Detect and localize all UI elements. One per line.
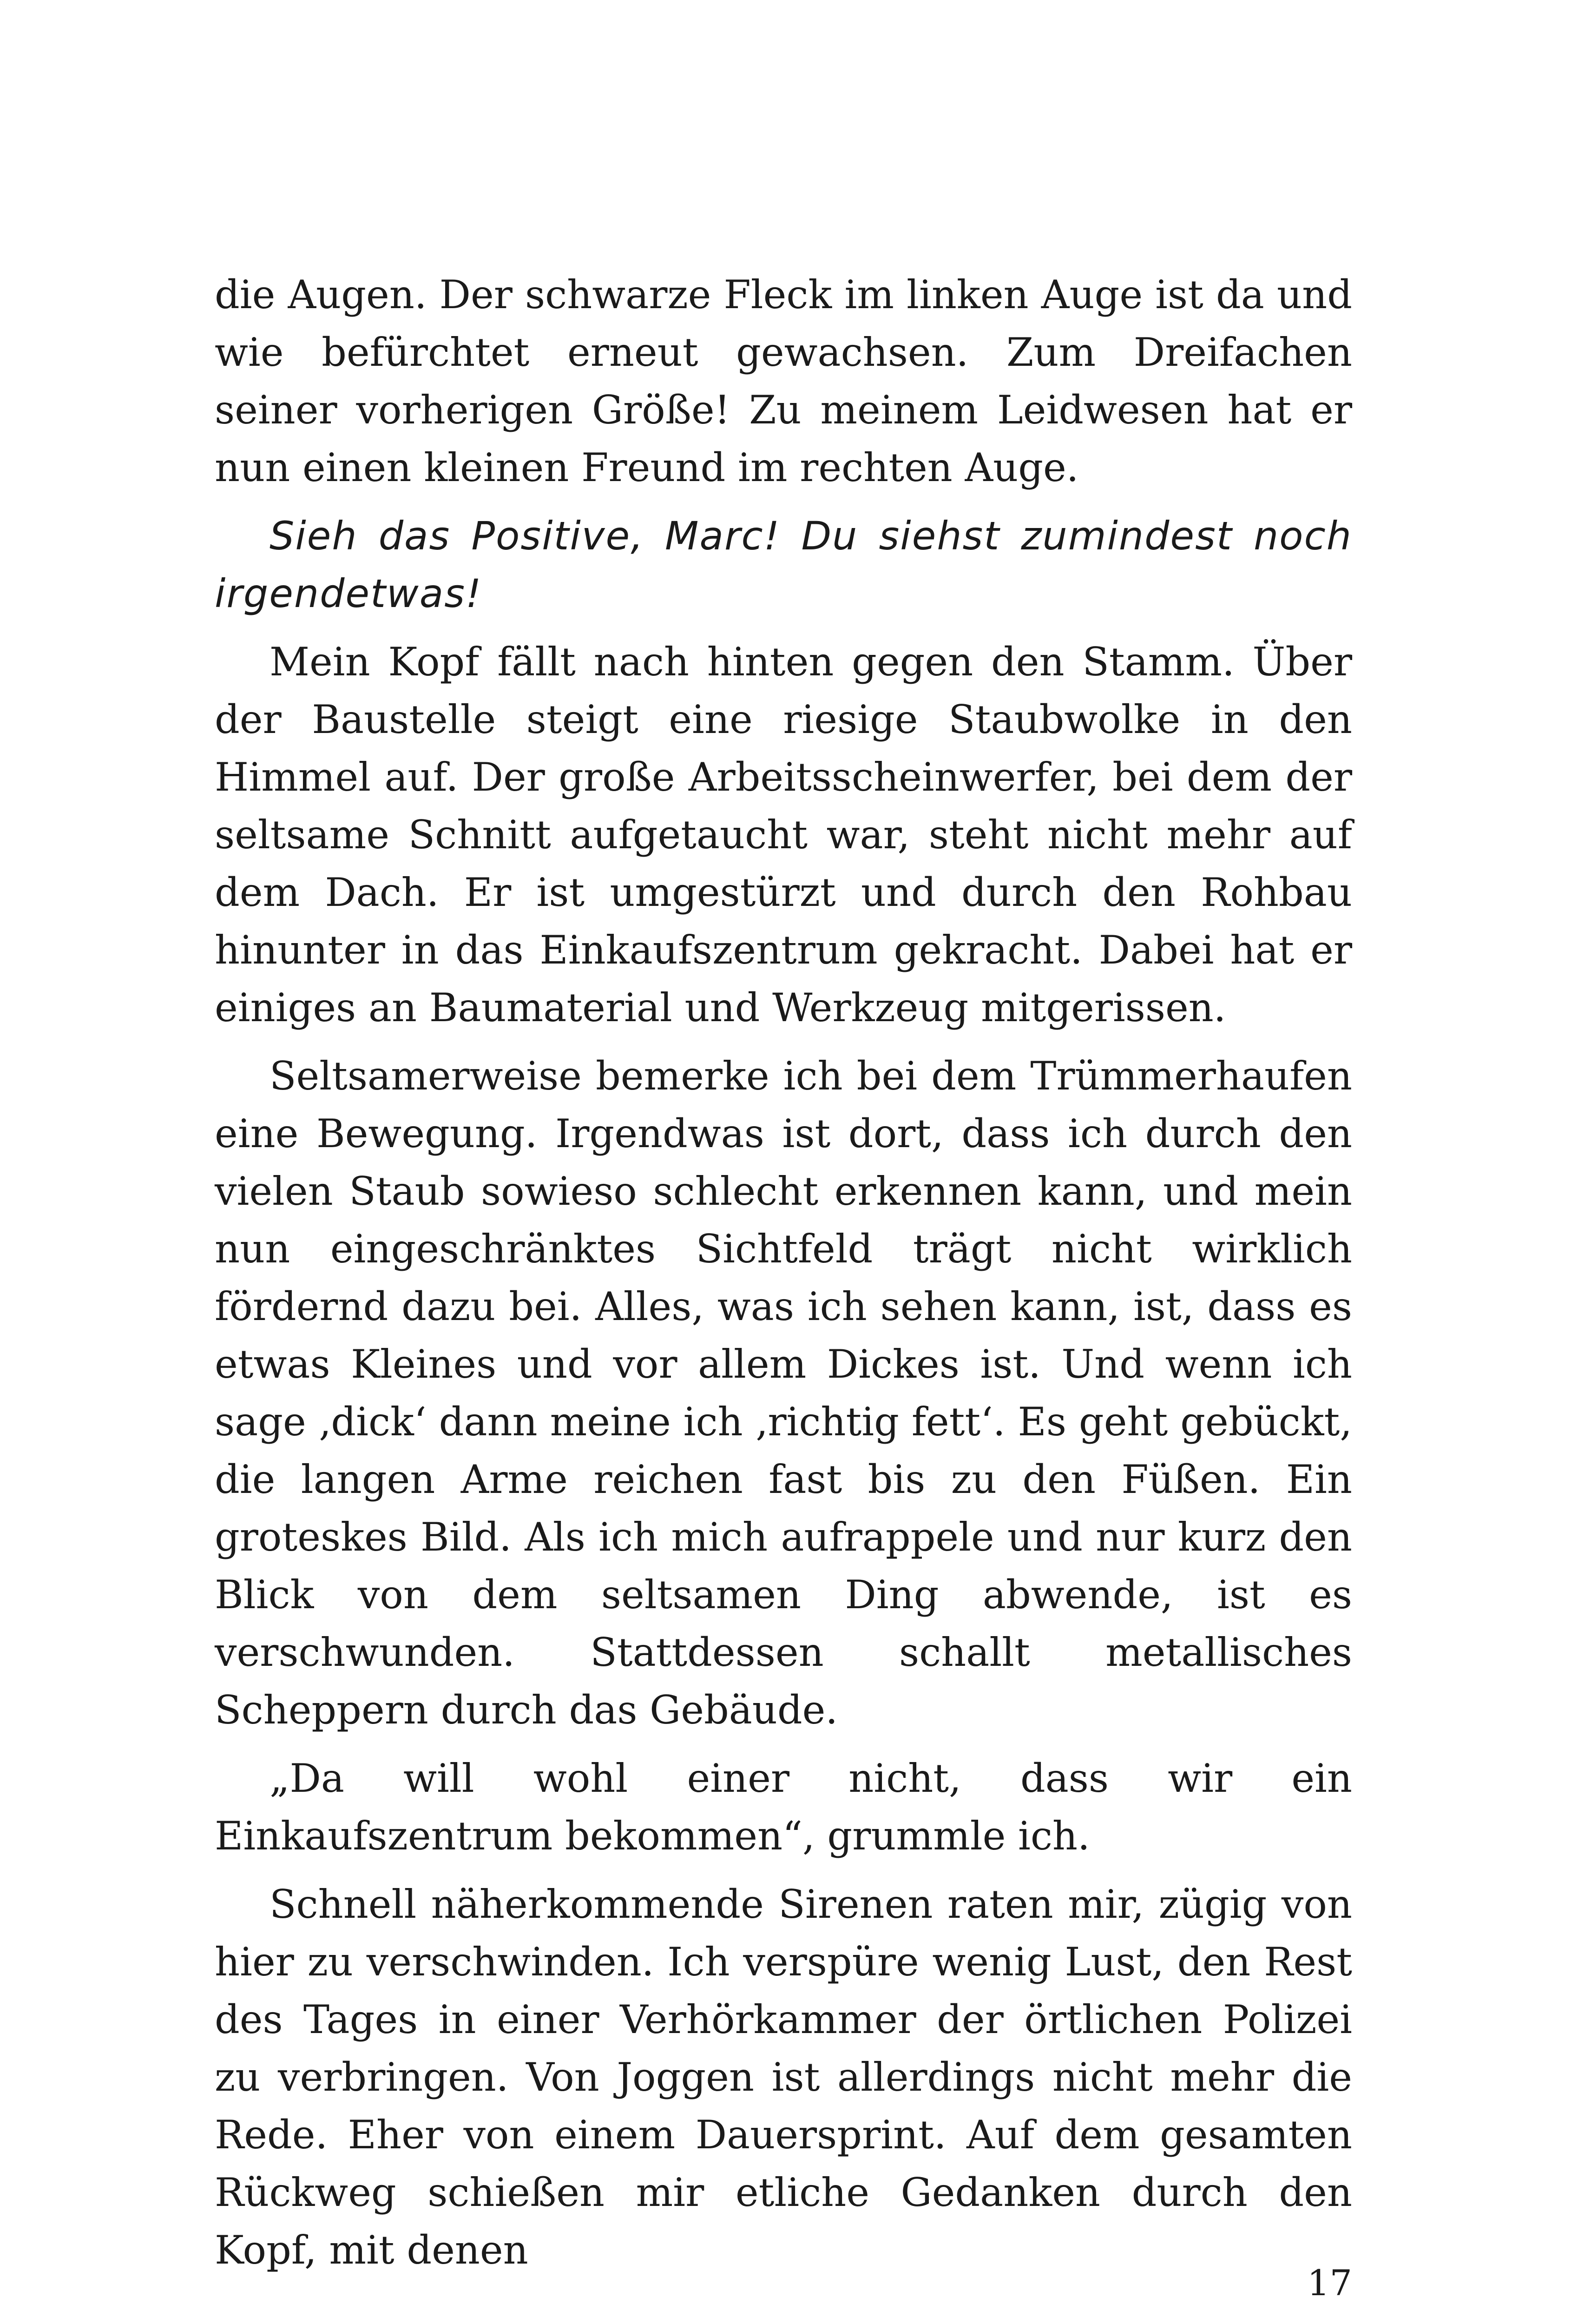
paragraph-2-italic-thought: Sieh das Positive, Marc! Du siehst zumindest noch irgendetwas! <box>215 513 1352 616</box>
body-text <box>215 266 1352 2279</box>
paragraph-4: Seltsamerweise bemerke ich bei dem Trümmerhaufen eine Bewegung. Irgendwas ist dort, dass ich durch den vielen Staub sowieso schlecht erkennen kann, und mein nun eingeschränktes Sichtfeld trägt nicht wirklich fördernd dazu bei. Alles, was ich sehen kann, ist, dass es etwas Kleines und vor allem Dickes ist. Und wenn ich sage ‚dick‘ dann meine ich ‚richtig fett‘. Es geht gebückt, die langen Arme reichen fast bis zu den Füßen. Ein groteskes Bild. Als ich mich aufrappele und nur kurz den Blick von dem seltsamen Ding abwende, ist es verschwunden. Stattdessen schallt metallisches Scheppern durch das Gebäude. <box>215 1053 1352 1733</box>
page-number: 17 <box>1307 2262 1352 2304</box>
paragraph-1: die Augen. Der schwarze Fleck im linken Auge ist da und wie befürchtet erneut gewachsen. Zum Dreifachen seiner vorherigen Größe! Zu meinem Leidwesen hat er nun einen kleinen Freund im rechten Auge. <box>215 272 1352 490</box>
paragraph-5-dialogue: „Da will wohl einer nicht, dass wir ein Einkaufszentrum bekommen“, grummle ich. <box>215 1756 1352 1859</box>
paragraph-3: Mein Kopf fällt nach hinten gegen den Stamm. Über der Baustelle steigt eine riesige Staubwolke in den Himmel auf. Der große Arbeitsscheinwerfer, bei dem der seltsame Schnitt aufgetaucht war, steht nicht mehr auf dem Dach. Er ist umgestürzt und durch den Rohbau hinunter in das Einkaufszentrum gekracht. Dabei hat er einiges an Baumaterial und Werkzeug mitgerissen. <box>215 639 1352 1030</box>
paragraph-6: Schnell näherkommende Sirenen raten mir, zügig von hier zu verschwinden. Ich verspüre wenig Lust, den Rest des Tages in einer Verhörkammer der örtlichen Polizei zu verbringen. Von Joggen ist allerdings nicht mehr die Rede. Eher von einem Dauersprint. Auf dem gesamten Rückweg schießen mir etliche Gedanken durch den Kopf, mit denen <box>215 1882 1352 2273</box>
